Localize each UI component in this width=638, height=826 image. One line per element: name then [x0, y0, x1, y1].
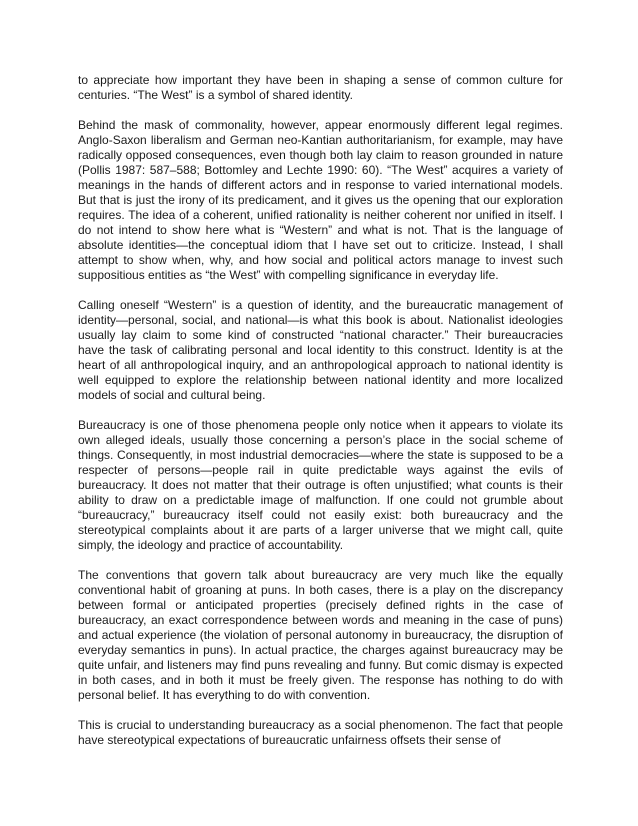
document-page — [78, 73, 563, 763]
paragraph-5: The conventions that govern talk about bureaucracy are very much like the equally conventional habit of groaning at puns. In both cases, there is a play on the discrepancy between formal or anticipated properties (precisely defined rights in the case of bureaucracy, an exact correspondence between words and meaning in the case of puns) and actual experience (the violation of personal autonomy in bureaucracy, the disruption of everyday semantics in puns). In actual practice, the charges against bureaucracy may be quite unfair, and listeners may find puns revealing and funny. But comic dismay is expected in both cases, and in both it must be freely given. The response has nothing to do with personal belief. It has everything to do with convention. — [78, 568, 563, 702]
paragraph-1: to appreciate how important they have been in shaping a sense of common culture for centuries. “The West” is a symbol of shared identity. — [78, 73, 563, 102]
paragraph-2: Behind the mask of commonality, however, appear enormously different legal regimes. Anglo-Saxon liberalism and German neo-Kantian authoritarianism, for example, may have radically opposed consequences, even though both lay claim to reason grounded in nature (Pollis 1987: 587–588; Bottomley and Lechte 1990: 60). “The West” acquires a variety of meanings in the hands of different actors and in response to varied international models. But that is just the irony of its predicament, and it gives us the opening that our exploration requires. The idea of a coherent, unified rationality is neither coherent nor unified in itself. I do not intend to show here what is “Western” and what is not. That is the language of absolute identities—the conceptual idiom that I have set out to criticize. Instead, I shall attempt to show when, why, and how social and political actors manage to invest such suppositious entities as “the West” with compelling significance in everyday life. — [78, 118, 563, 282]
paragraph-3: Calling oneself “Western” is a question of identity, and the bureaucratic management of identity—personal, social, and national—is what this book is about. Nationalist ideologies usually lay claim to some kind of constructed “national character.” Their bureaucracies have the task of calibrating personal and local identity to this construct. Identity is at the heart of all anthropological inquiry, and an anthropological approach to national identity is well equipped to explore the relationship between national identity and more localized models of social and cultural being. — [78, 298, 563, 402]
paragraph-4: Bureaucracy is one of those phenomena people only notice when it appears to violate its own alleged ideals, usually those concerning a person’s place in the social scheme of things. Consequently, in most industrial democracies—where the state is supposed to be a respecter of persons—people rail in quite predictable ways against the evils of bureaucracy. It does not matter that their outrage is often unjustified; what counts is their ability to draw on a predictable image of malfunction. If one could not grumble about “bureaucracy,” bureaucracy itself could not easily exist: both bureaucracy and the stereotypical complaints about it are parts of a larger universe that we might call, quite simply, the ideology and practice of accountability. — [78, 418, 563, 552]
paragraph-6: This is crucial to understanding bureaucracy as a social phenomenon. The fact that people have stereotypical expectations of bureaucratic unfairness offsets their sense of — [78, 718, 563, 747]
